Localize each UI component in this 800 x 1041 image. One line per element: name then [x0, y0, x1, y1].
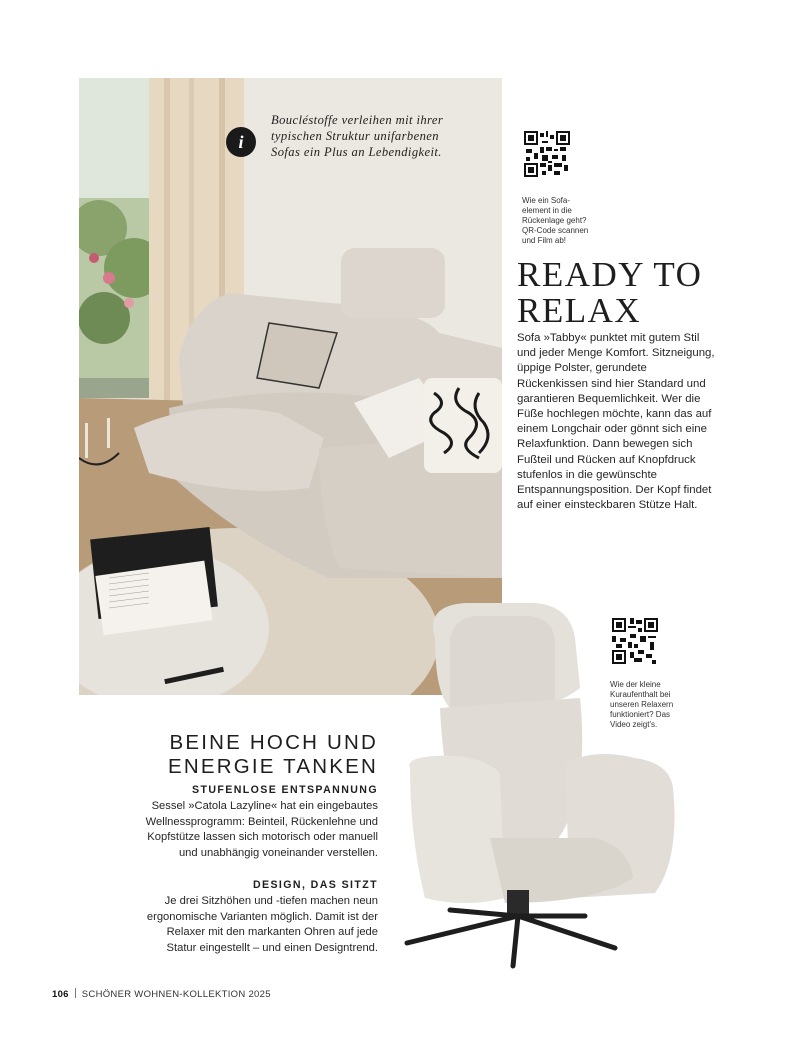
body-text: Je drei Sitzhöhen und -tiefen machen neun ergonomische Varianten möglich. Damit ist der Relaxer mit den markanten Ohren auf jede Statur eingestellt – und einen Designtrend. — [146, 895, 378, 954]
section-title: READY TO RELAX — [517, 255, 703, 330]
divider — [75, 988, 76, 998]
section-subheading: STUFENLOSE ENTSPANNUNG — [192, 784, 378, 796]
page-number: 106 — [52, 989, 69, 1000]
armchair-image — [395, 598, 695, 970]
qr-note: Wie ein Sofa- element in die Rückenlage geht? QR-Code scannen und Film ab! — [522, 196, 589, 245]
qr-code[interactable] — [524, 131, 570, 177]
body-text: Sessel »Catola Lazyline« hat ein eingebautes Wellnessprogramm: Beinteil, Rückenlehne und Kopfstütze lassen sich motorisch oder manuell und unabhängig voneinander verstellen. — [145, 800, 378, 859]
body-text: Sofa »Tabby« punktet mit gutem Stil und jeder Menge Komfort. Sitzneigung, üppige Polster, gerundete Rückenkissen sind hier Standard und garantieren Bequemlichkeit. Wer die Füße hochlegen möchte, kann das auf einem Longchair oder gönnt sich eine Relaxfunktion. Dann bewegen sich Fußteil und Rücken auf Knopfdruck stufenlos in die gewünschte Entspannungsposition. Der Kopf findet auf einer einsteckbaren Stütze Halt. — [517, 332, 715, 512]
qr-note: Wie der kleine Kuraufenthalt bei unseren Relaxern funktioniert? Das Video zeigt's. — [610, 680, 674, 729]
page-footer — [52, 988, 271, 1000]
section-title: BEINE HOCH UND ENERGIE TANKEN — [167, 731, 378, 778]
photo-caption: Boucléstoffe verleihen mit ihrer typischen Struktur unifarbenen Sofas ein Plus an Lebendigkeit. — [271, 113, 444, 160]
info-icon: i — [226, 127, 256, 157]
publication-name: SCHÖNER WOHNEN-KOLLEKTION 2025 — [81, 989, 271, 1000]
section-subheading: DESIGN, DAS SITZT — [252, 879, 378, 891]
